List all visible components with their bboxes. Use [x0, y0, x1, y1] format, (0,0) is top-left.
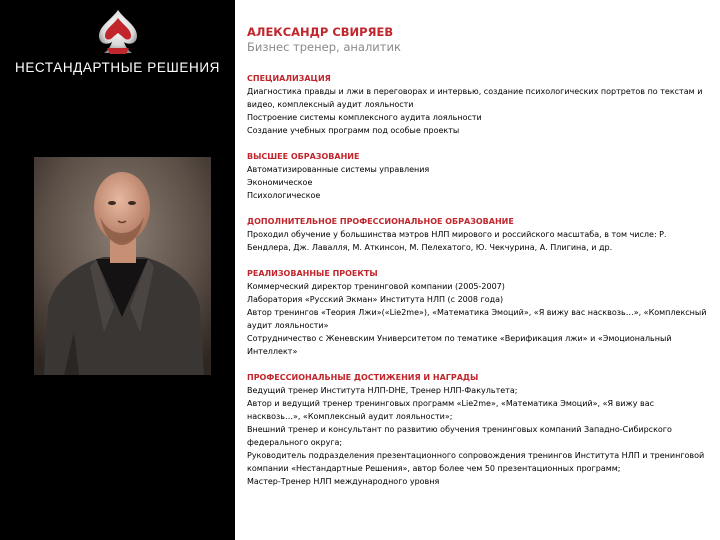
section-item: Автоматизированные системы управления [247, 165, 430, 174]
section-item: Ведущий тренер Института НЛП-DHE, Тренер НЛП-Факультета; [247, 386, 518, 395]
section-items [247, 163, 707, 202]
section-item: Психологическое [247, 191, 321, 200]
profile-content [247, 25, 707, 501]
sections-container [247, 72, 707, 488]
portrait-photo [34, 157, 211, 375]
section-item: Экономическое [247, 178, 313, 187]
section-item: Мастер-Тренер НЛП международного уровня [247, 477, 440, 486]
section-item: Внешний тренер и консультант по развитию обучения тренинговых компаний Западно-Сибирского федерального округа; [247, 425, 672, 447]
section-item: Коммерческий директор тренинговой компании (2005-2007) [247, 282, 505, 291]
section-items [247, 280, 707, 358]
section-title: ВЫСШЕЕ ОБРАЗОВАНИЕ [247, 152, 360, 161]
section-title: РЕАЛИЗОВАННЫЕ ПРОЕКТЫ [247, 269, 378, 278]
section [247, 215, 707, 254]
section-item: Автор и ведущий тренер тренинговых программ «Lie2me», «Математика Эмоций», «Я вижу вас насквозь…», «Комплексный аудит лояльности»; [247, 399, 655, 421]
sidebar [0, 0, 235, 540]
person-role: Бизнес тренер, аналитик [247, 40, 401, 54]
section-item: Диагностика правды и лжи в переговорах и интервью, создание психологических портретов по текстам и видео, комплексный аудит лояльности [247, 87, 703, 109]
section-items [247, 85, 707, 137]
section-item: Автор тренингов «Теория Лжи»(«Lie2me»), «Математика Эмоций», «Я вижу вас насквозь…», «Комплексный аудит лояльности» [247, 308, 707, 330]
section-item: Руководитель подразделения презентационного сопровождения тренингов Института НЛП и тренинговой компании «Нестандартные Решения», автор более чем 50 презентационных программ; [247, 451, 705, 473]
section-title: ПРОФЕССИОНАЛЬНЫЕ ДОСТИЖЕНИЯ И НАГРАДЫ [247, 373, 479, 382]
section [247, 150, 707, 202]
section-item: Сотрудничество с Женевским Университетом по тематике «Верификация лжи» и «Эмоциональный Интеллект» [247, 334, 672, 356]
section-item: Проходил обучение у большинства мэтров НЛП мирового и российского масштаба, в том числе: Р. Бендлера, Дж. Лавалля, М. Аткинсон, М. Пелехатого, Ю. Чекчурина, А. Плигина, и др. [247, 230, 667, 252]
section-item: Создание учебных программ под особые проекты [247, 126, 460, 135]
section-item: Построение системы комплексного аудита лояльности [247, 113, 482, 122]
section-items [247, 228, 707, 254]
brand-name: НЕСТАНДАРТНЫЕ РЕШЕНИЯ [14, 60, 221, 75]
section-items [247, 384, 707, 488]
section [247, 72, 707, 137]
person-name: АЛЕКСАНДР СВИРЯЕВ [247, 25, 394, 39]
spade-logo-icon [93, 8, 143, 58]
section-title: СПЕЦИАЛИЗАЦИЯ [247, 74, 331, 83]
section [247, 267, 707, 358]
section [247, 371, 707, 488]
section-item: Лаборатория «Русский Экман» Института НЛП (с 2008 года) [247, 295, 504, 304]
section-title: ДОПОЛНИТЕЛЬНОЕ ПРОФЕССИОНАЛЬНОЕ ОБРАЗОВАНИЕ [247, 217, 514, 226]
